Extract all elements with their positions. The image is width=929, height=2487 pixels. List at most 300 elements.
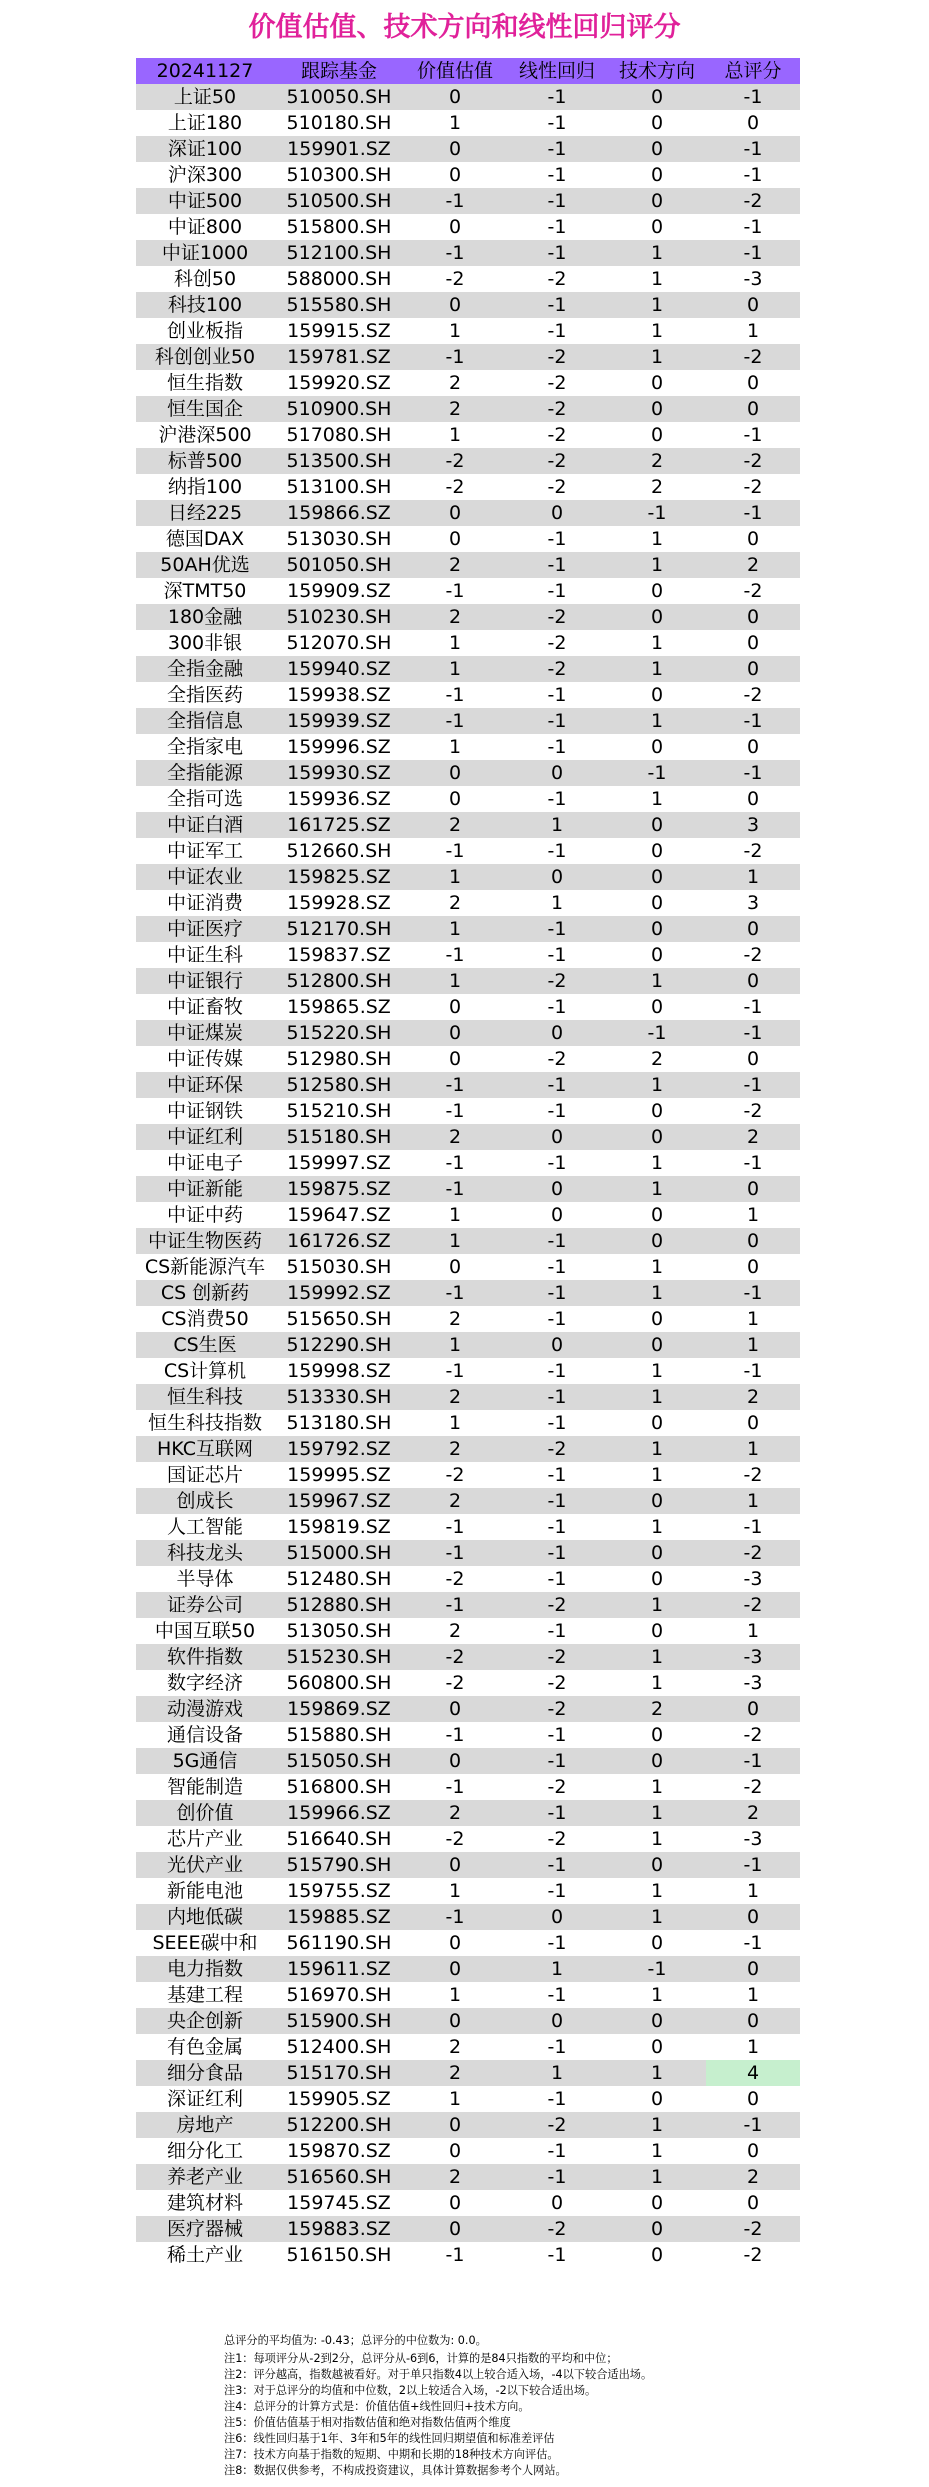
table-row <box>136 1150 800 1176</box>
index-name: 中证消费 <box>166 892 243 914</box>
regression-score: -1 <box>547 138 567 160</box>
valuation-score: 1 <box>448 632 462 654</box>
total-score: 0 <box>746 2088 760 2110</box>
regression-score: -1 <box>547 1542 567 1564</box>
index-name: 稀土产业 <box>166 2244 243 2266</box>
table-row <box>136 890 800 916</box>
regression-score: -2 <box>547 398 567 420</box>
total-score: 3 <box>746 892 760 914</box>
technical-score: 0 <box>650 1100 664 1122</box>
technical-score: 0 <box>650 138 664 160</box>
regression-score: 0 <box>550 1906 564 1928</box>
technical-score: 0 <box>650 606 664 628</box>
table-row <box>136 2060 800 2086</box>
index-name: 科创创业50 <box>154 346 256 368</box>
index-name: SEEE碳中和 <box>152 1932 258 1954</box>
fund-code: 159866.SZ <box>287 502 391 524</box>
index-name: 智能制造 <box>166 1776 243 1798</box>
technical-score: 0 <box>650 398 664 420</box>
table-row <box>136 1670 800 1696</box>
fund-code: 516150.SH <box>286 2244 392 2266</box>
table-row <box>136 864 800 890</box>
technical-score: 1 <box>650 1802 664 1824</box>
technical-score: 1 <box>650 1386 664 1408</box>
index-name: 恒生国企 <box>166 398 243 420</box>
table-row <box>136 552 800 578</box>
table-row <box>136 838 800 864</box>
table-row <box>136 1176 800 1202</box>
index-name: 新能电池 <box>166 1880 243 1902</box>
valuation-score: 1 <box>448 1334 462 1356</box>
fund-code: 512880.SH <box>286 1594 392 1616</box>
table-row <box>136 448 800 474</box>
table-row <box>136 1462 800 1488</box>
fund-code: 159792.SZ <box>287 1438 391 1460</box>
valuation-score: -1 <box>445 346 465 368</box>
table-row <box>136 136 800 162</box>
valuation-score: 1 <box>448 1984 462 2006</box>
technical-score: -1 <box>647 502 667 524</box>
technical-score: 1 <box>650 632 664 654</box>
table-row <box>136 1410 800 1436</box>
valuation-score: -1 <box>445 242 465 264</box>
fund-code: 513100.SH <box>286 476 392 498</box>
total-score: 0 <box>746 632 760 654</box>
index-name: 数字经济 <box>166 1672 243 1694</box>
valuation-score: -1 <box>445 1776 465 1798</box>
regression-score: -1 <box>547 2166 567 2188</box>
total-score: -2 <box>743 580 763 602</box>
table-row <box>136 1306 800 1332</box>
table-row <box>136 968 800 994</box>
total-score: -1 <box>743 1282 763 1304</box>
index-name: 全指医药 <box>166 684 243 706</box>
technical-score: -1 <box>647 1022 667 1044</box>
index-name: 中证银行 <box>166 970 243 992</box>
index-name: CS新能源汽车 <box>144 1256 266 1278</box>
technical-score: 1 <box>650 242 664 264</box>
total-score: 0 <box>746 1958 760 1980</box>
total-score: -3 <box>743 1646 763 1668</box>
valuation-score: 1 <box>448 424 462 446</box>
valuation-score: 0 <box>448 1256 462 1278</box>
total-score: -1 <box>743 710 763 732</box>
valuation-score: -1 <box>445 1282 465 1304</box>
index-name: 中证中药 <box>166 1204 243 1226</box>
notes-list <box>224 2351 864 2479</box>
table-row <box>136 266 800 292</box>
total-score: 1 <box>746 1334 760 1356</box>
table-row <box>136 1826 800 1852</box>
technical-score: 0 <box>650 1854 664 1876</box>
regression-score: -1 <box>547 1984 567 2006</box>
regression-score: -1 <box>547 1386 567 1408</box>
regression-score: -2 <box>547 1048 567 1070</box>
valuation-score: 1 <box>448 1230 462 1252</box>
fund-code: 512400.SH <box>286 2036 392 2058</box>
total-score: 4 <box>706 2060 800 2086</box>
total-score: 1 <box>746 1438 760 1460</box>
table-row <box>136 474 800 500</box>
table-row <box>136 916 800 942</box>
fund-code: 515230.SH <box>286 1646 392 1668</box>
regression-score: 0 <box>550 502 564 524</box>
valuation-score: 1 <box>448 918 462 940</box>
total-score: 0 <box>746 1698 760 1720</box>
valuation-score: -2 <box>445 1568 465 1590</box>
fund-code: 515800.SH <box>286 216 392 238</box>
fund-code: 159905.SZ <box>287 2088 391 2110</box>
total-score: -1 <box>743 2114 763 2136</box>
table-row <box>136 110 800 136</box>
regression-score: 1 <box>550 1958 564 1980</box>
valuation-score: 0 <box>448 788 462 810</box>
index-name: 恒生科技 <box>166 1386 243 1408</box>
fund-code: 159939.SZ <box>287 710 391 732</box>
total-score: -2 <box>743 346 763 368</box>
fund-code: 159920.SZ <box>287 372 391 394</box>
fund-code: 515030.SH <box>286 1256 392 1278</box>
index-name: 芯片产业 <box>166 1828 243 1850</box>
regression-score: 1 <box>550 814 564 836</box>
valuation-score: -1 <box>445 1360 465 1382</box>
valuation-score: -1 <box>445 1724 465 1746</box>
table-row <box>136 942 800 968</box>
fund-code: 512290.SH <box>286 1334 392 1356</box>
index-name: 中证钢铁 <box>166 1100 243 1122</box>
technical-score: 2 <box>650 476 664 498</box>
technical-score: 1 <box>650 710 664 732</box>
index-name: 中证500 <box>167 190 243 212</box>
total-score: 0 <box>746 528 760 550</box>
note-line: 注5：价值估值基于相对指数估值和绝对指数估值两个维度 <box>224 2416 511 2429</box>
table-row <box>136 1124 800 1150</box>
regression-score: -1 <box>547 1308 567 1330</box>
table-row <box>136 1098 800 1124</box>
regression-score: -1 <box>547 112 567 134</box>
table-row <box>136 1072 800 1098</box>
valuation-score: -2 <box>445 476 465 498</box>
technical-score: 0 <box>650 1204 664 1226</box>
fund-code: 159992.SZ <box>287 1282 391 1304</box>
total-score: -2 <box>743 2218 763 2240</box>
fund-code: 161725.SZ <box>287 814 391 836</box>
regression-score: -2 <box>547 606 567 628</box>
index-name: 半导体 <box>176 1568 234 1590</box>
index-name: 中证红利 <box>166 1126 243 1148</box>
valuation-score: 1 <box>448 320 462 342</box>
fund-code: 515210.SH <box>286 1100 392 1122</box>
fund-code: 501050.SH <box>286 554 392 576</box>
header-regression: 线性回归 <box>518 60 595 82</box>
valuation-score: 0 <box>448 1048 462 1070</box>
summary-text: 总评分的平均值为: -0.43；总评分的中位数为: 0.0。 <box>224 2334 487 2347</box>
fund-code: 159869.SZ <box>287 1698 391 1720</box>
index-name: 纳指100 <box>167 476 243 498</box>
fund-code: 515180.SH <box>286 1126 392 1148</box>
index-name: 全指金融 <box>166 658 243 680</box>
index-name: 证券公司 <box>166 1594 243 1616</box>
technical-score: 0 <box>650 892 664 914</box>
fund-code: 512580.SH <box>286 1074 392 1096</box>
total-score: -1 <box>743 424 763 446</box>
valuation-score: -1 <box>445 580 465 602</box>
fund-code: 159901.SZ <box>287 138 391 160</box>
regression-score: -1 <box>547 242 567 264</box>
valuation-score: 1 <box>448 112 462 134</box>
regression-score: -2 <box>547 1698 567 1720</box>
index-name: 沪深300 <box>167 164 243 186</box>
technical-score: 0 <box>650 424 664 446</box>
technical-score: 0 <box>650 2218 664 2240</box>
table-row <box>136 1332 800 1358</box>
valuation-score: 0 <box>448 2140 462 2162</box>
valuation-score: 2 <box>448 398 462 420</box>
technical-score: 1 <box>650 970 664 992</box>
valuation-score: 0 <box>448 138 462 160</box>
total-score: -1 <box>743 996 763 1018</box>
valuation-score: -2 <box>445 1828 465 1850</box>
technical-score: 0 <box>650 1750 664 1772</box>
table-row <box>136 1982 800 2008</box>
index-name: 中证煤炭 <box>166 1022 243 1044</box>
total-score: -1 <box>743 502 763 524</box>
fund-code: 159781.SZ <box>287 346 391 368</box>
valuation-score: 2 <box>448 606 462 628</box>
table-row <box>136 1722 800 1748</box>
table-row <box>136 2138 800 2164</box>
index-name: 德国DAX <box>165 528 245 550</box>
index-name: 创价值 <box>176 1802 234 1824</box>
valuation-score: 2 <box>448 2062 462 2084</box>
technical-score: 0 <box>650 372 664 394</box>
valuation-score: 2 <box>448 814 462 836</box>
table-row <box>136 1228 800 1254</box>
index-name: 深TMT50 <box>163 580 247 602</box>
index-name: 中证生科 <box>166 944 243 966</box>
technical-score: 1 <box>650 1516 664 1538</box>
fund-code: 510180.SH <box>286 112 392 134</box>
index-name: 中证800 <box>167 216 243 238</box>
index-name: 全指能源 <box>166 762 243 784</box>
table-row <box>136 500 800 526</box>
technical-score: 0 <box>650 1620 664 1642</box>
technical-score: 0 <box>650 1724 664 1746</box>
index-name: 光伏产业 <box>166 1854 243 1876</box>
regression-score: -1 <box>547 320 567 342</box>
table-row <box>136 188 800 214</box>
table-row <box>136 708 800 734</box>
index-name: 中证生物医药 <box>147 1230 262 1252</box>
total-score: -2 <box>743 944 763 966</box>
valuation-score: 0 <box>448 1022 462 1044</box>
total-score: 2 <box>746 1802 760 1824</box>
valuation-score: -2 <box>445 1464 465 1486</box>
total-score: 0 <box>746 398 760 420</box>
valuation-score: -1 <box>445 710 465 732</box>
page-title: 价值估值、技术方向和线性回归评分 <box>248 12 681 43</box>
fund-code: 159997.SZ <box>287 1152 391 1174</box>
technical-score: 0 <box>650 190 664 212</box>
table-row <box>136 656 800 682</box>
fund-code: 159915.SZ <box>287 320 391 342</box>
header-fund: 跟踪基金 <box>300 60 377 82</box>
index-name: 上证50 <box>173 86 237 108</box>
technical-score: 0 <box>650 1568 664 1590</box>
regression-score: -1 <box>547 1724 567 1746</box>
table-row <box>136 1514 800 1540</box>
index-name: 180金融 <box>167 606 243 628</box>
total-score: -2 <box>743 684 763 706</box>
fund-code: 515650.SH <box>286 1308 392 1330</box>
total-score: 1 <box>746 2036 760 2058</box>
fund-code: 515050.SH <box>286 1750 392 1772</box>
regression-score: -1 <box>547 2140 567 2162</box>
technical-score: 1 <box>650 1776 664 1798</box>
technical-score: 0 <box>650 944 664 966</box>
technical-score: 0 <box>650 112 664 134</box>
fund-code: 159966.SZ <box>287 1802 391 1824</box>
regression-score: -2 <box>547 424 567 446</box>
fund-code: 515900.SH <box>286 2010 392 2032</box>
fund-code: 510900.SH <box>286 398 392 420</box>
table-row <box>136 578 800 604</box>
regression-score: -2 <box>547 1594 567 1616</box>
fund-code: 512200.SH <box>286 2114 392 2136</box>
index-name: 房地产 <box>176 2114 234 2136</box>
regression-score: -1 <box>547 1620 567 1642</box>
total-score: 1 <box>746 866 760 888</box>
total-score: -3 <box>743 1568 763 1590</box>
total-score: 0 <box>746 2010 760 2032</box>
index-name: 央企创新 <box>166 2010 243 2032</box>
total-score: -1 <box>743 1750 763 1772</box>
regression-score: -2 <box>547 372 567 394</box>
total-score: 0 <box>746 606 760 628</box>
total-score: 0 <box>746 372 760 394</box>
technical-score: 1 <box>650 1360 664 1382</box>
valuation-score: 2 <box>448 1308 462 1330</box>
total-score: -1 <box>743 1360 763 1382</box>
fund-code: 517080.SH <box>286 424 392 446</box>
valuation-score: -1 <box>445 1516 465 1538</box>
technical-score: 1 <box>650 346 664 368</box>
total-score: 0 <box>746 1048 760 1070</box>
total-score: 1 <box>746 1204 760 1226</box>
table-row <box>136 1904 800 1930</box>
table-row <box>136 1358 800 1384</box>
index-name: 中证1000 <box>161 242 249 264</box>
fund-code: 510500.SH <box>286 190 392 212</box>
regression-score: 1 <box>550 2062 564 2084</box>
technical-score: 0 <box>650 2036 664 2058</box>
technical-score: 1 <box>650 1672 664 1694</box>
fund-code: 512100.SH <box>286 242 392 264</box>
valuation-score: 2 <box>448 1490 462 1512</box>
index-name: CS生医 <box>173 1334 237 1356</box>
total-score: -1 <box>743 242 763 264</box>
technical-score: 0 <box>650 580 664 602</box>
fund-code: 159837.SZ <box>287 944 391 966</box>
fund-code: 159928.SZ <box>287 892 391 914</box>
valuation-score: 0 <box>448 528 462 550</box>
valuation-score: 2 <box>448 1620 462 1642</box>
fund-code: 159885.SZ <box>287 1906 391 1928</box>
technical-score: 0 <box>650 216 664 238</box>
table-header-row <box>136 58 800 84</box>
table-row <box>136 1618 800 1644</box>
regression-score: -1 <box>547 1282 567 1304</box>
valuation-score: -1 <box>445 684 465 706</box>
table-row <box>136 812 800 838</box>
index-name: 内地低碳 <box>166 1906 243 1928</box>
regression-score: -1 <box>547 294 567 316</box>
table-row <box>136 2034 800 2060</box>
fund-code: 510300.SH <box>286 164 392 186</box>
fund-code: 159967.SZ <box>287 1490 391 1512</box>
index-name: 基建工程 <box>166 1984 243 2006</box>
notes-block <box>224 2333 864 2479</box>
total-score: 0 <box>746 658 760 680</box>
index-name: 中证白酒 <box>166 814 243 836</box>
regression-score: 0 <box>550 1022 564 1044</box>
table-row <box>136 1852 800 1878</box>
fund-code: 512480.SH <box>286 1568 392 1590</box>
fund-code: 159875.SZ <box>287 1178 391 1200</box>
index-name: 中证农业 <box>166 866 243 888</box>
total-score: -1 <box>743 1932 763 1954</box>
index-name: 软件指数 <box>166 1646 243 1668</box>
technical-score: 1 <box>650 1828 664 1850</box>
valuation-score: 0 <box>448 2010 462 2032</box>
table-row <box>136 630 800 656</box>
table-row <box>136 526 800 552</box>
regression-score: -1 <box>547 1750 567 1772</box>
valuation-score: 0 <box>448 1932 462 1954</box>
index-name: CS计算机 <box>163 1360 247 1382</box>
technical-score: 1 <box>650 528 664 550</box>
technical-score: 0 <box>650 736 664 758</box>
valuation-score: 0 <box>448 996 462 1018</box>
index-name: 日经225 <box>167 502 243 524</box>
index-name: 恒生科技指数 <box>147 1412 262 1434</box>
technical-score: 1 <box>650 2114 664 2136</box>
valuation-score: 0 <box>448 2192 462 2214</box>
total-score: 0 <box>746 788 760 810</box>
technical-score: 1 <box>650 2062 664 2084</box>
technical-score: 0 <box>650 1490 664 1512</box>
index-name: 中证医疗 <box>166 918 243 940</box>
fund-code: 159998.SZ <box>287 1360 391 1382</box>
valuation-score: -2 <box>445 1672 465 1694</box>
table-row <box>136 1020 800 1046</box>
valuation-score: 2 <box>448 554 462 576</box>
fund-code: 561190.SH <box>286 1932 392 1954</box>
table-row <box>136 2242 800 2268</box>
regression-score: -1 <box>547 164 567 186</box>
technical-score: 1 <box>650 320 664 342</box>
note-line: 注8：数据仅供参考，不构成投资建议，具体计算数据参考个人网站。 <box>224 2464 567 2477</box>
total-score: -2 <box>743 840 763 862</box>
regression-score: 0 <box>550 762 564 784</box>
regression-score: -1 <box>547 944 567 966</box>
regression-score: -2 <box>547 2114 567 2136</box>
table-row <box>136 1202 800 1228</box>
total-score: -2 <box>743 1542 763 1564</box>
total-score: -1 <box>743 1854 763 1876</box>
total-score: -1 <box>743 1074 763 1096</box>
fund-code: 513030.SH <box>286 528 392 550</box>
